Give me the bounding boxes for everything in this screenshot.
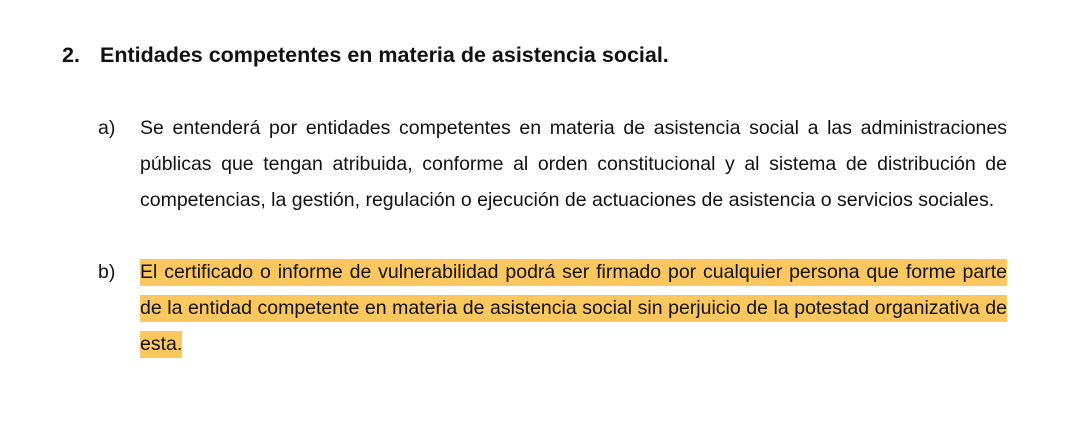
list-item-a xyxy=(98,110,1008,218)
section-heading xyxy=(62,40,669,70)
list-item-marker: a) xyxy=(98,117,116,139)
list-item-body xyxy=(140,254,1007,362)
list-item-text: Se entenderá por entidades competentes en materia de asistencia social a las administraciones públicas que tengan atribuida, conforme al orden constitucional y al sistema de distribución de competencias, la gestión, regulación o ejecución de actuaciones de asistencia o servicios sociales. xyxy=(140,117,1007,211)
section-number: 2. xyxy=(62,43,80,67)
highlighted-text: El certificado o informe de vulnerabilidad podrá ser firmado por cualquier persona que forme parte de la entidad competente en materia de asistencia social sin perjuicio de la potestad organizativa de esta. xyxy=(140,259,1007,358)
section-title: Entidades competentes en materia de asistencia social. xyxy=(100,43,669,67)
list-item-marker: b) xyxy=(98,261,116,283)
list-item-b xyxy=(98,254,1008,362)
